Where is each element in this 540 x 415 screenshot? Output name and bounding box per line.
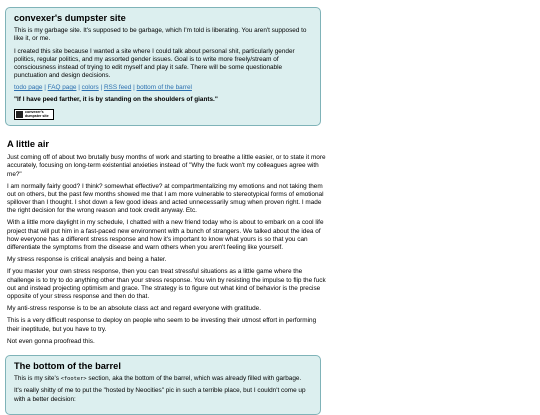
badge-line-1: convexer's xyxy=(25,109,44,114)
footer-line-1 xyxy=(14,375,312,383)
post-paragraph: My anti-stress response is to be an absolute class act and regard everyone with gratitude. xyxy=(7,305,261,313)
footer-line-1-start: This is my site's xyxy=(14,375,61,383)
post-paragraph: With a little more daylight in my schedule, I chatted with a new friend today who is about to embark on a cool life project that will put him in a fast-paced new environment with a bunch of strangers. We talked about the idea of how everyone has a different stress response and how it's important to know what yours is so that you can differentiate the symptoms from the disease and warn others when you aren't feeling like yourself. xyxy=(7,219,324,252)
footer-line-1-end: section, aka the bottom of the barrel, which was already filled with garbage. xyxy=(86,375,302,383)
site-badge[interactable] xyxy=(14,109,54,120)
footer-box xyxy=(5,355,321,415)
blog-post xyxy=(7,139,327,350)
site-about: I created this site because I wanted a site where I could talk about personal shit, particularly gender politics, regular politics, and my assorted gender issues. Goal is to write more freely/stream of consciousness instead of trying to edit myself and play it safe. There will be some questionable punctuation and design decisions. xyxy=(14,47,295,80)
link-todo-page[interactable]: todo page xyxy=(14,84,43,92)
dumpster-icon xyxy=(16,111,23,118)
post-paragraph: I am normally fairly good? I think? somewhat effective? at compartmentalizing my emotions and not taking them out on others, but the past few months showed me that I am more vulnerable to stereotypical forms of emotional spillover than I thought. I shot down a few good ideas and acted unnecessarily smug when proven right. I made the right decision for the wrong reason and took credit anyway. Etc. xyxy=(7,182,324,215)
post-paragraph: If you master your own stress response, then you can treat stressful situations as a little game where the challenge is to try to do anything other than your stress response. You win by resisting the impulse to flip the fuck out and instead projecting optimism and grace. The strategy is to figure out what kind of behavior is the precise opposite of your stress response and then do that. xyxy=(7,268,326,300)
footer-title: The bottom of the barrel xyxy=(14,361,121,371)
footer-line-2: It's really shitty of me to put the "hosted by Neocities" pic in such a terrible place, but I couldn't come up with a better decision: xyxy=(14,387,306,403)
link-separator: | xyxy=(131,84,137,92)
badge-text xyxy=(25,110,49,119)
post-title: A little air xyxy=(7,139,50,149)
post-paragraph: Not even gonna proofread this. xyxy=(7,337,95,345)
nav-links xyxy=(14,84,312,92)
post-paragraph: Just coming off of about two brutally busy months of work and starting to breathe a little easier, or to state it more accurately, focusing on long-term existential anxieties instead of "Why the fuck won't my colleagues agree with me?" xyxy=(7,154,326,178)
link-separator: | xyxy=(42,84,48,92)
link-rss-feed[interactable]: RSS feed xyxy=(103,84,132,92)
link-faq-page[interactable]: FAQ page xyxy=(47,84,77,92)
header-box xyxy=(5,7,321,126)
link-separator: | xyxy=(76,84,82,92)
site-title: convexer's dumpster site xyxy=(14,13,126,23)
site-intro: This is my garbage site. It's supposed to be garbage, which I'm told is liberating. You aren't supposed to like it, or me. xyxy=(14,27,307,43)
link-colors[interactable]: colors xyxy=(81,84,99,92)
footer-code-tag: <footer> xyxy=(60,376,87,383)
badge-line-2: dumpster site xyxy=(25,114,49,119)
post-paragraph: My stress response is critical analysis and being a hater. xyxy=(7,256,167,264)
header-quote: "If I have peed farther, it is by standing on the shoulders of giants." xyxy=(14,96,218,104)
link-separator: | xyxy=(98,84,104,92)
post-paragraph: This is a very difficult response to deploy on people who seem to be investing their utmost effort in performing their ineptitude, but you have to try. xyxy=(7,317,317,333)
link-bottom-of-barrel[interactable]: bottom of the barrel xyxy=(136,84,192,92)
